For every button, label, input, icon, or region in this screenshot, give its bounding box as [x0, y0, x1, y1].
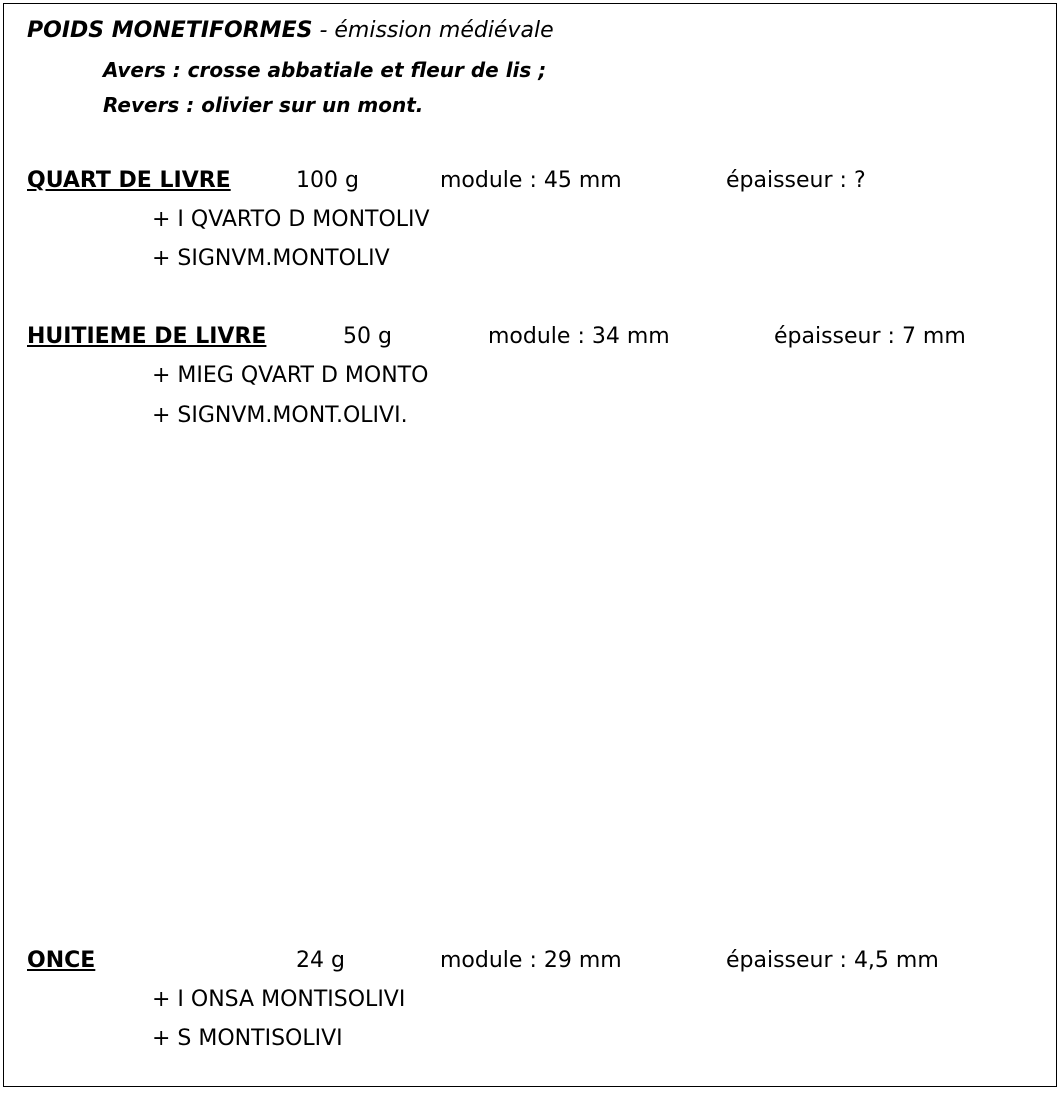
weight-name: QUART DE LIVRE: [27, 168, 231, 193]
weight-thickness: épaisseur : 4,5 mm: [726, 948, 939, 973]
weight-mass: 100 g: [296, 168, 359, 193]
weight-module: module : 45 mm: [440, 168, 622, 193]
title-subtitle: - émission médiévale: [312, 18, 554, 43]
weight-module: module : 34 mm: [488, 324, 670, 349]
revers-description: Revers : olivier sur un mont.: [103, 93, 424, 117]
weight-mass: 50 g: [343, 324, 392, 349]
weight-name: ONCE: [27, 948, 96, 973]
weight-module: module : 29 mm: [440, 948, 622, 973]
weight-name: HUITIEME DE LIVRE: [27, 324, 267, 349]
weight-mass: 24 g: [296, 948, 345, 973]
weight-thickness: épaisseur : ?: [726, 168, 866, 193]
legend-reverse: + SIGNVM.MONTOLIV: [152, 246, 390, 271]
title-main: POIDS MONETIFORMES: [27, 18, 313, 43]
legend-reverse: + S MONTISOLIVI: [152, 1026, 343, 1051]
document-frame: [3, 3, 1057, 1087]
page-title: [27, 17, 554, 45]
legend-obverse: + I QVARTO D MONTOLIV: [152, 207, 430, 232]
legend-reverse: + SIGNVM.MONT.OLIVI.: [152, 403, 408, 428]
legend-obverse: + MIEG QVART D MONTO: [152, 363, 429, 388]
weight-thickness: épaisseur : 7 mm: [774, 324, 966, 349]
legend-obverse: + I ONSA MONTISOLIVI: [152, 987, 406, 1012]
avers-description: Avers : crosse abbatiale et fleur de lis ;: [103, 58, 547, 82]
